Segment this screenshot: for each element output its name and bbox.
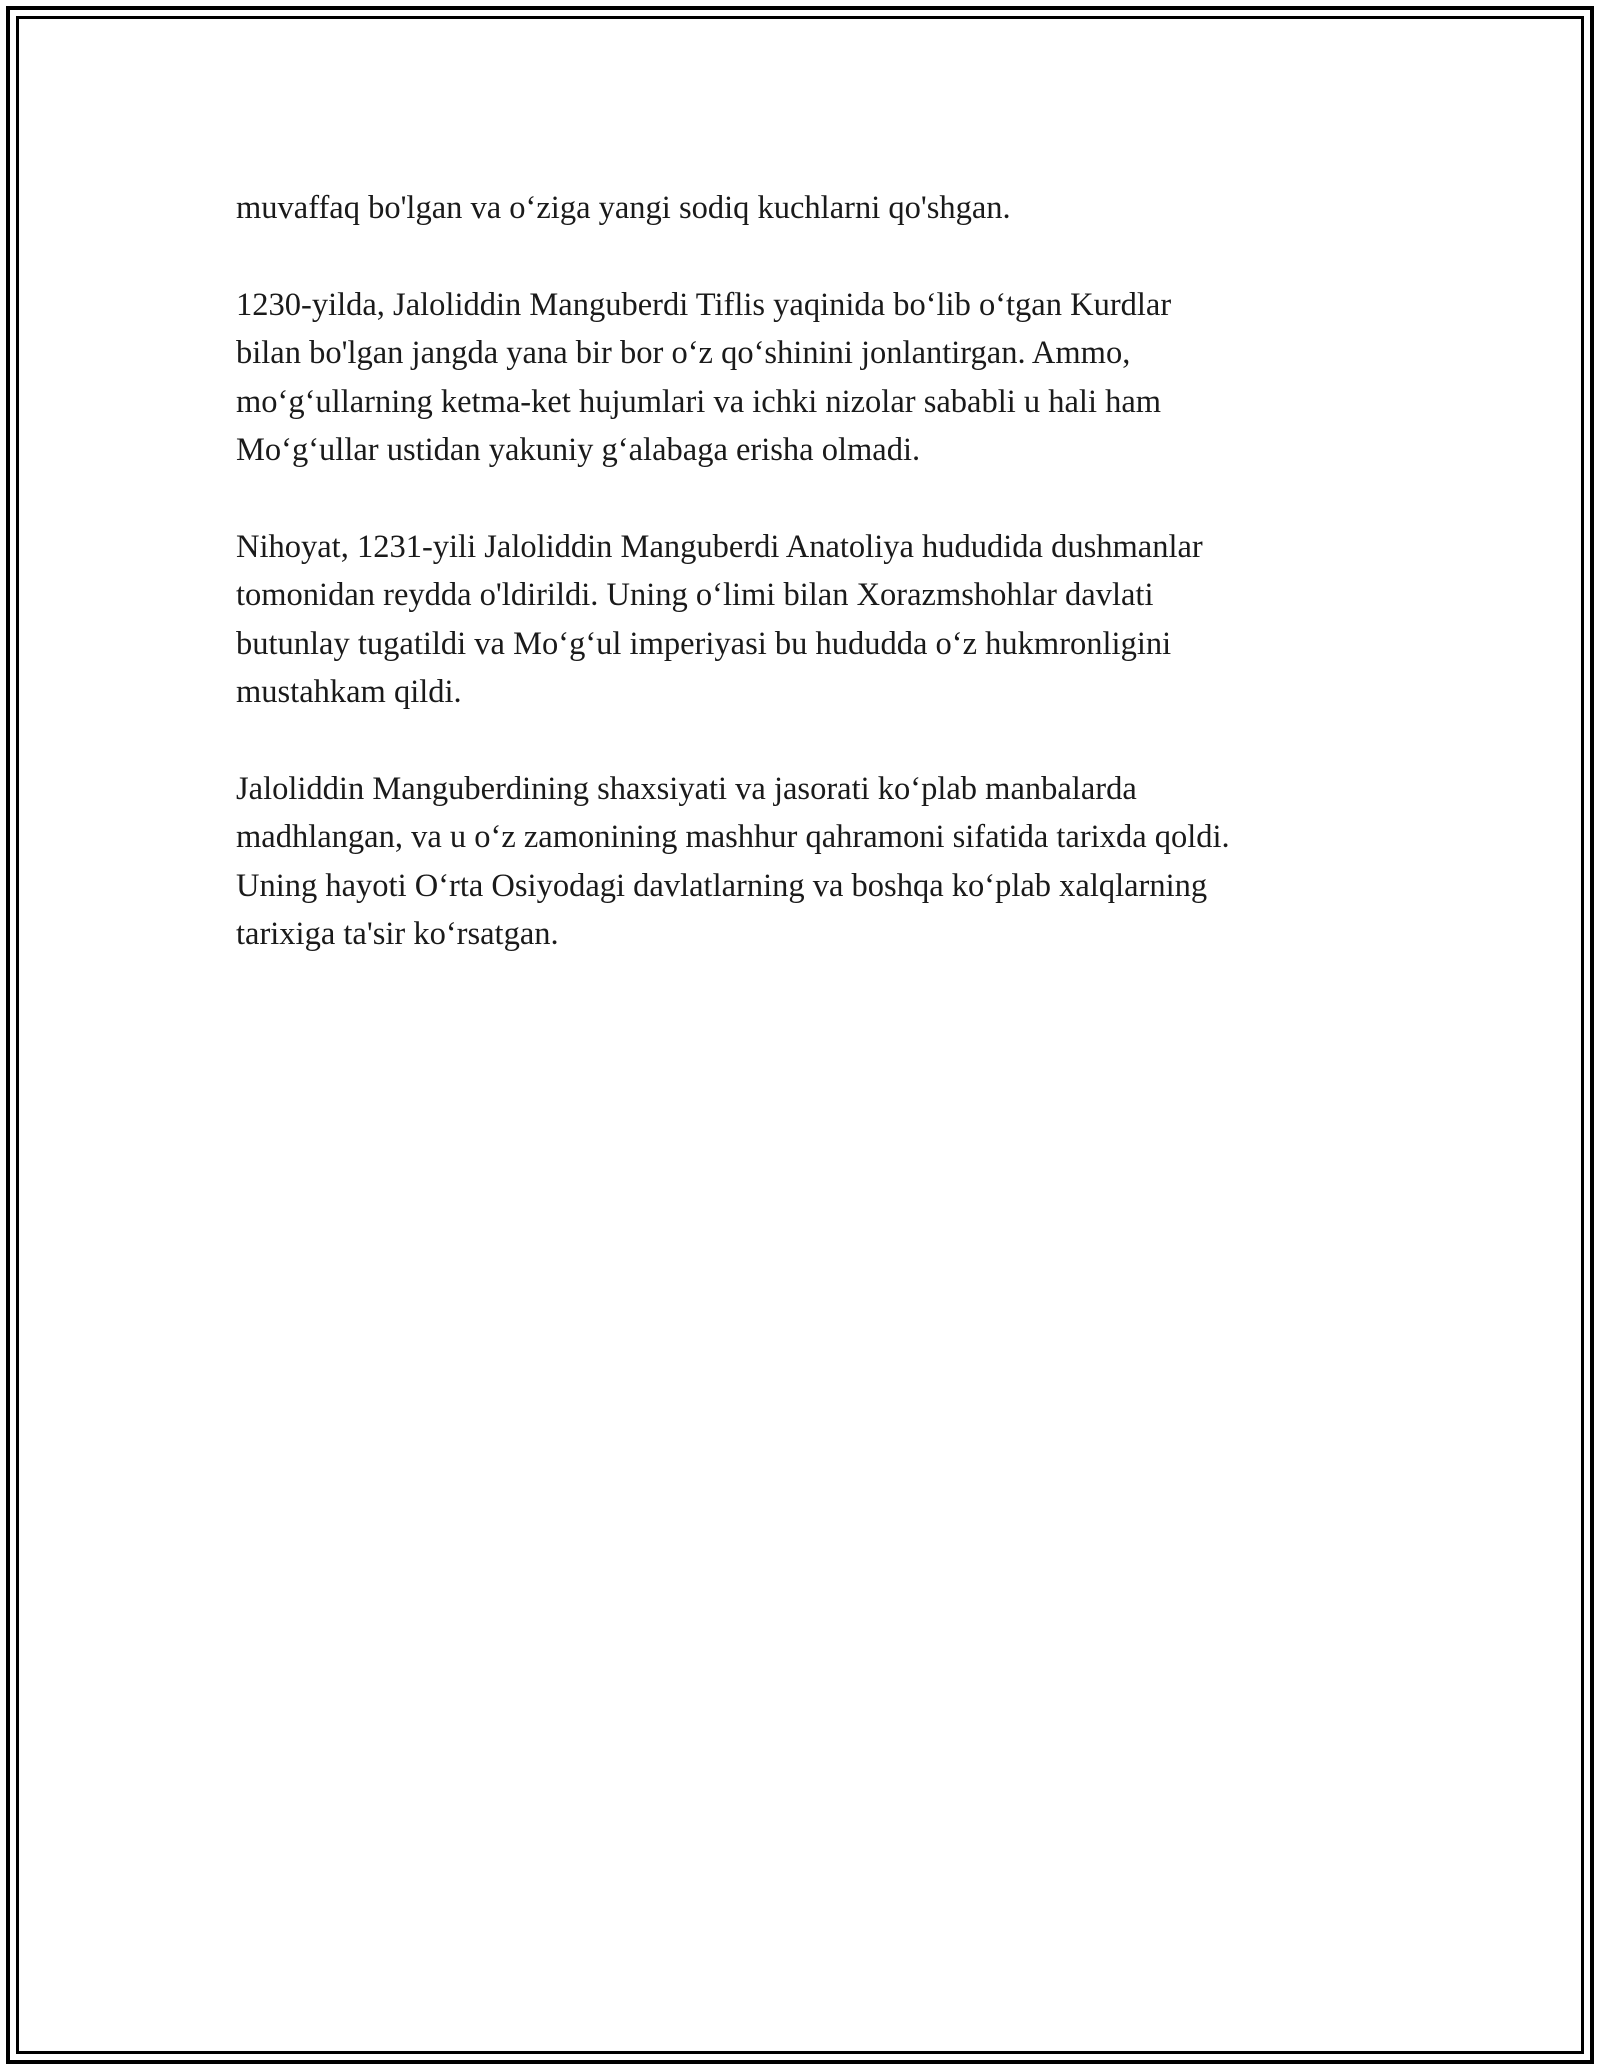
- document-body: [236, 184, 1386, 1007]
- paragraph: Jaloliddin Manguberdining shaxsiyati va jasorati ko‘plab manbalarda madhlangan, va u o‘z zamonining mashhur qahramoni sifatida tarixda qoldi. Uning hayoti O‘rta Osiyodagi davlatlarning va boshqa ko‘plab xalqlarning tarixiga ta'sir ko‘rsatgan.: [236, 770, 1230, 952]
- paragraph: 1230-yilda, Jaloliddin Manguberdi Tiflis yaqinida bo‘lib o‘tgan Kurdlar bilan bo'lgan jangda yana bir bor o‘z qo‘shinini jonlantirgan. Ammo, mo‘g‘ullarning ketma-ket hujumlari va ichki nizolar sababli u hali ham Mo‘g‘ullar ustidan yakuniy g‘alabaga erisha olmadi.: [236, 286, 1172, 468]
- paragraph: Nihoyat, 1231-yili Jaloliddin Manguberdi Anatoliya hududida dushmanlar tomonidan reydda o'ldirildi. Uning o‘limi bilan Xorazmshohlar davlati butunlay tugatildi va Mo‘g‘ul imperiyasi bu hududda o‘z hukmronligini mustahkam qildi.: [236, 528, 1203, 710]
- paragraph: muvaffaq bo'lgan va o‘ziga yangi sodiq kuchlarni qo'shgan.: [236, 190, 1011, 226]
